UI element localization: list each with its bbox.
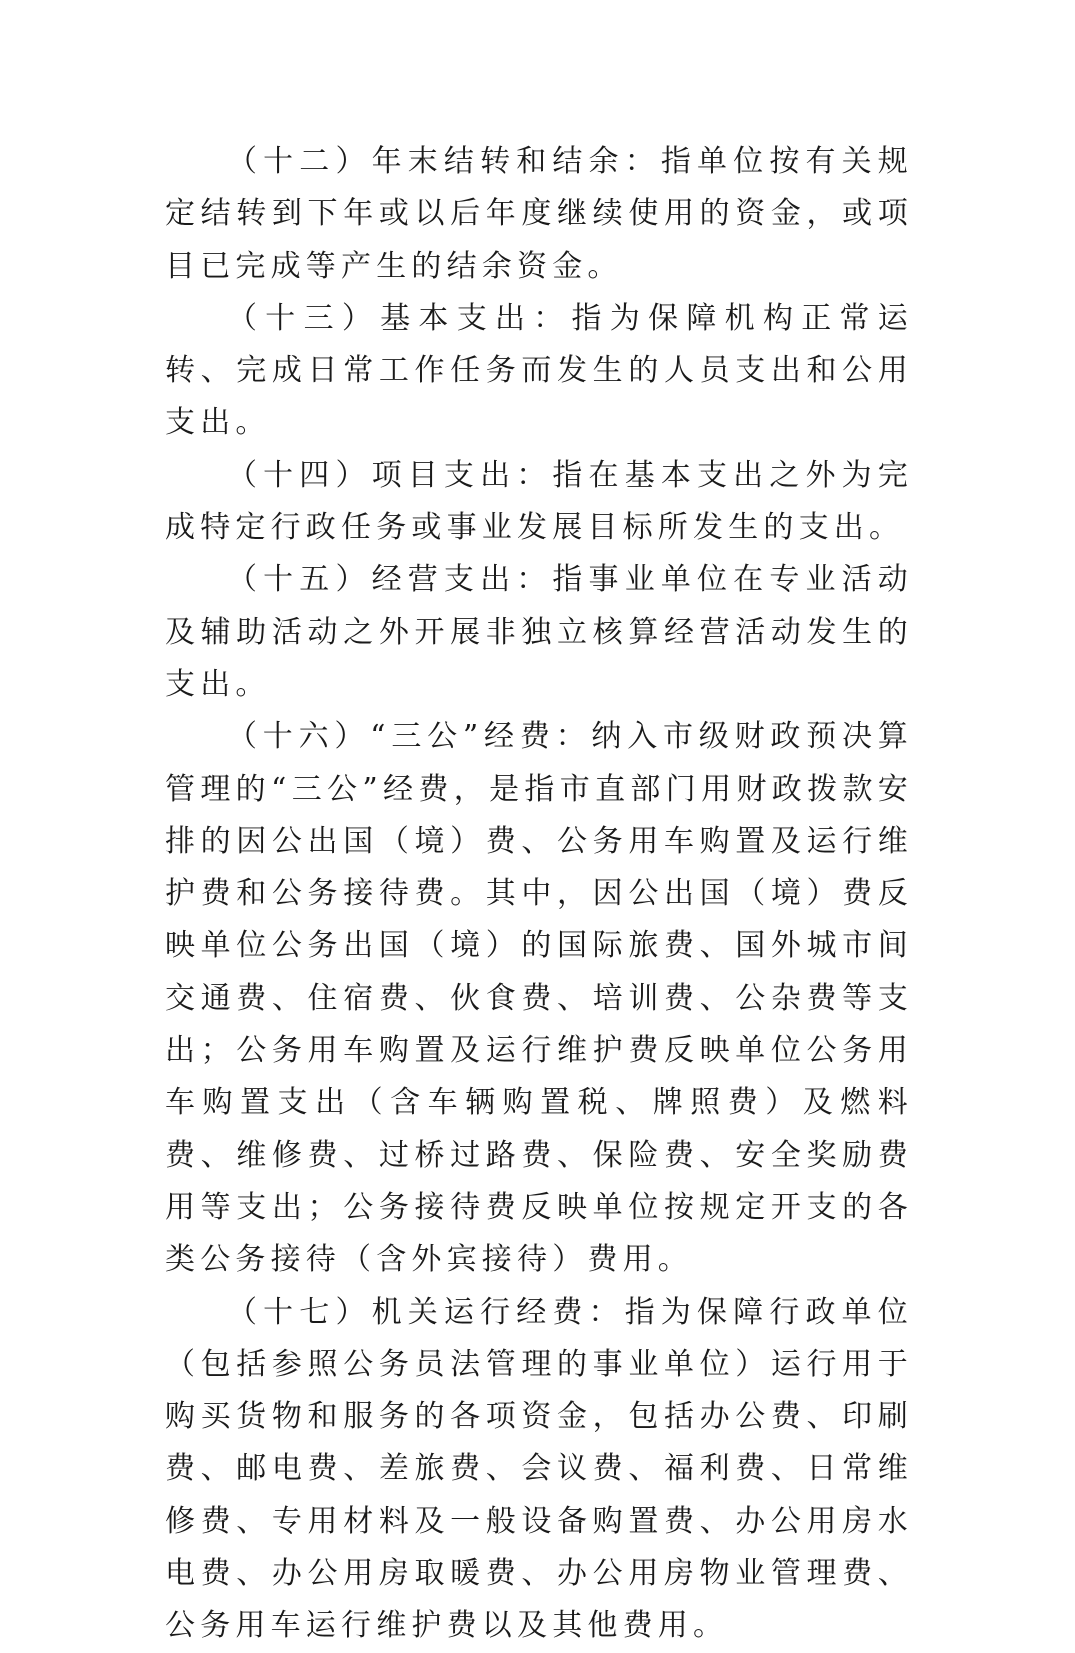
document-body [165,136,913,1653]
paragraph-three-public-expenses: （十六）“三公”经费：纳入市级财政预决算管理的“三公”经费，是指市直部门用财政拨款安排的因公出国（境）费、公务用车购置及运行维护费和公务接待费。其中，因公出国（境）费反映单位公务出国（境）的国际旅费、国外城市间交通费、住宿费、伙食费、培训费、公杂费等支出；公务用车购置及运行维护费反映单位公务用车购置支出（含车辆购置税、牌照费）及燃料费、维修费、过桥过路费、保险费、安全奖励费用等支出；公务接待费反映单位按规定开支的各类公务接待（含外宾接待）费用。 [165,719,913,1278]
paragraph-operating-expenditure: （十五）经营支出：指事业单位在专业活动及辅助活动之外开展非独立核算经营活动发生的支出。 [165,562,913,702]
paragraph-agency-operating-funds: （十七）机关运行经费：指为保障行政单位（包括参照公务员法管理的事业单位）运行用于购买货物和服务的各项资金，包括办公费、印刷费、邮电费、差旅费、会议费、福利费、日常维修费、专用材料及一般设备购置费、办公用房水电费、办公用房取暖费、办公用房物业管理费、公务用车运行维护费以及其他费用。 [165,1294,913,1644]
paragraph-year-end-balance: （十二）年末结转和结余：指单位按有关规定结转到下年或以后年度继续使用的资金，或项目已完成等产生的结余资金。 [165,144,913,284]
paragraph-project-expenditure: （十四）项目支出：指在基本支出之外为完成特定行政任务或事业发展目标所发生的支出。 [165,457,913,546]
paragraph-basic-expenditure: （十三）基本支出：指为保障机构正常运转、完成日常工作任务而发生的人员支出和公用支出。 [165,300,913,441]
